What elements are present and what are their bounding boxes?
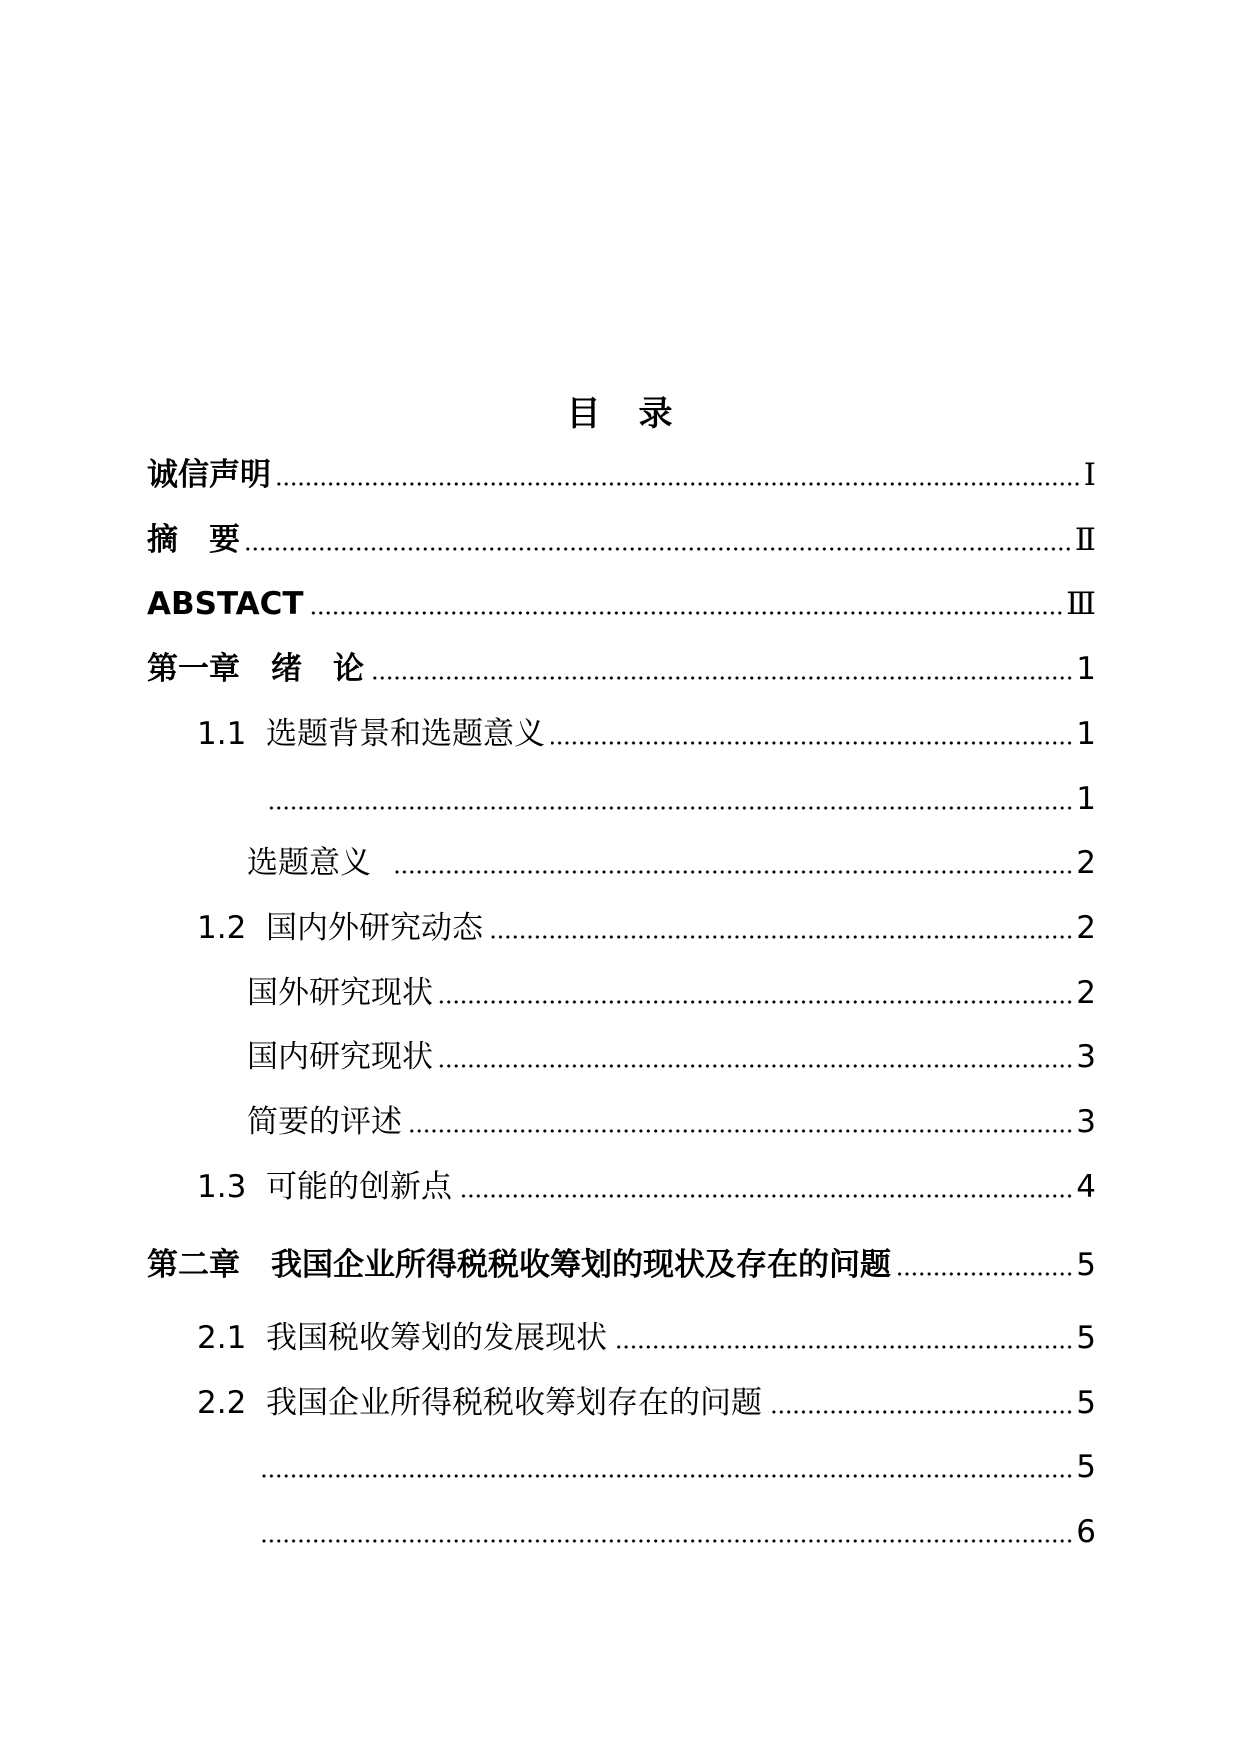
toc-entry-number: 2.1 xyxy=(197,1320,247,1356)
dot-leader xyxy=(370,676,1073,680)
toc-entry-chapter-2[interactable] xyxy=(147,1245,1096,1285)
dot-leader xyxy=(613,1345,1073,1349)
toc-entry-page: 2 xyxy=(1076,975,1096,1011)
dot-leader xyxy=(768,1410,1073,1414)
toc-entry-label xyxy=(197,908,483,948)
toc-entry-page: 4 xyxy=(1076,1169,1096,1205)
toc-entry-number: 2.2 xyxy=(197,1385,247,1421)
toc-entry-page: Ⅰ xyxy=(1083,457,1096,493)
toc-entry-number: 1.1 xyxy=(197,716,247,752)
toc-entry-text: 我国企业所得税税收筹划存在的问题 xyxy=(266,1385,763,1421)
dot-leader xyxy=(897,1272,1073,1276)
toc-entry-page: 5 xyxy=(1076,1247,1096,1283)
toc-entry-label: 第一章 绪 论 xyxy=(147,651,364,687)
toc-entry-abstract-en[interactable] xyxy=(147,584,1096,624)
toc-entry-label xyxy=(197,1167,452,1207)
toc-entry-label: 国内研究现状 xyxy=(247,1039,433,1075)
toc-entry-page: 5 xyxy=(1076,1449,1096,1485)
toc-entry-label: 选题意义 xyxy=(247,845,371,881)
dot-leader xyxy=(277,482,1081,486)
toc-entry-abstract-cn[interactable] xyxy=(147,520,1096,560)
toc-entry-page: 1 xyxy=(1076,651,1096,687)
toc-entry-label xyxy=(197,1383,762,1423)
toc-entry-topic-significance[interactable] xyxy=(247,843,1096,883)
dot-leader xyxy=(259,1474,1073,1478)
toc-entry-page: Ⅲ xyxy=(1066,586,1096,622)
toc-entry-label: 第二章 我国企业所得税税收筹划的现状及存在的问题 xyxy=(147,1247,891,1283)
toc-entry-foreign-research[interactable] xyxy=(247,973,1096,1013)
dot-leader xyxy=(408,1129,1073,1133)
dot-leader xyxy=(489,935,1073,939)
toc-entry-subsection-blank-1[interactable] xyxy=(260,779,1096,819)
toc-entry-page: Ⅱ xyxy=(1074,522,1096,558)
toc-entry-text: 可能的创新点 xyxy=(266,1169,453,1205)
toc-entry-page: 5 xyxy=(1076,1320,1096,1356)
toc-entry-number: 1.2 xyxy=(197,910,247,946)
toc-entry-section-1-3[interactable] xyxy=(197,1167,1096,1207)
toc-entry-page: 1 xyxy=(1076,716,1096,752)
toc-entry-label xyxy=(197,714,545,754)
toc-entry-domestic-research[interactable] xyxy=(247,1037,1096,1077)
dot-leader xyxy=(439,1000,1073,1004)
dot-leader xyxy=(259,1539,1073,1543)
toc-entry-number: 1.3 xyxy=(197,1169,247,1205)
toc-entry-page: 3 xyxy=(1076,1039,1096,1075)
toc-entry-label: 摘 要 xyxy=(147,522,240,558)
toc-entry-subsection-blank-2[interactable] xyxy=(253,1447,1096,1487)
dot-leader xyxy=(439,1064,1073,1068)
toc-entry-page: 2 xyxy=(1076,845,1096,881)
toc-entry-label: 国外研究现状 xyxy=(247,975,433,1011)
dot-leader xyxy=(266,806,1073,810)
toc-entry-label: 简要的评述 xyxy=(247,1104,402,1140)
toc-entry-page: 6 xyxy=(1076,1514,1096,1550)
toc-entry-section-2-2[interactable] xyxy=(197,1383,1096,1423)
toc-entry-page: 5 xyxy=(1076,1385,1096,1421)
dot-leader xyxy=(393,870,1073,874)
toc-entry-label: 诚信声明 xyxy=(147,457,271,493)
toc-entry-page: 1 xyxy=(1076,781,1096,817)
toc-entry-label: ABSTACT xyxy=(147,586,304,622)
dot-leader xyxy=(551,741,1073,745)
toc-entry-chapter-1[interactable] xyxy=(147,649,1096,689)
toc-entry-section-1-2[interactable] xyxy=(197,908,1096,948)
toc-entry-label xyxy=(197,1318,607,1358)
dot-leader xyxy=(246,547,1072,551)
toc-title: 目 录 xyxy=(566,394,675,434)
toc-entry-section-1-1[interactable] xyxy=(197,714,1096,754)
dot-leader xyxy=(310,611,1064,615)
toc-entry-page: 2 xyxy=(1076,910,1096,946)
toc-entry-text: 国内外研究动态 xyxy=(266,910,484,946)
toc-entry-subsection-blank-3[interactable] xyxy=(253,1512,1096,1552)
toc-entry-text: 我国税收筹划的发展现状 xyxy=(266,1320,608,1356)
dot-leader xyxy=(458,1194,1073,1198)
toc-entry-text: 选题背景和选题意义 xyxy=(266,716,546,752)
toc-entry-section-2-1[interactable] xyxy=(197,1318,1096,1358)
toc-entry-page: 3 xyxy=(1076,1104,1096,1140)
toc-entry-integrity-statement[interactable] xyxy=(147,455,1096,495)
toc-entry-brief-review[interactable] xyxy=(247,1102,1096,1142)
